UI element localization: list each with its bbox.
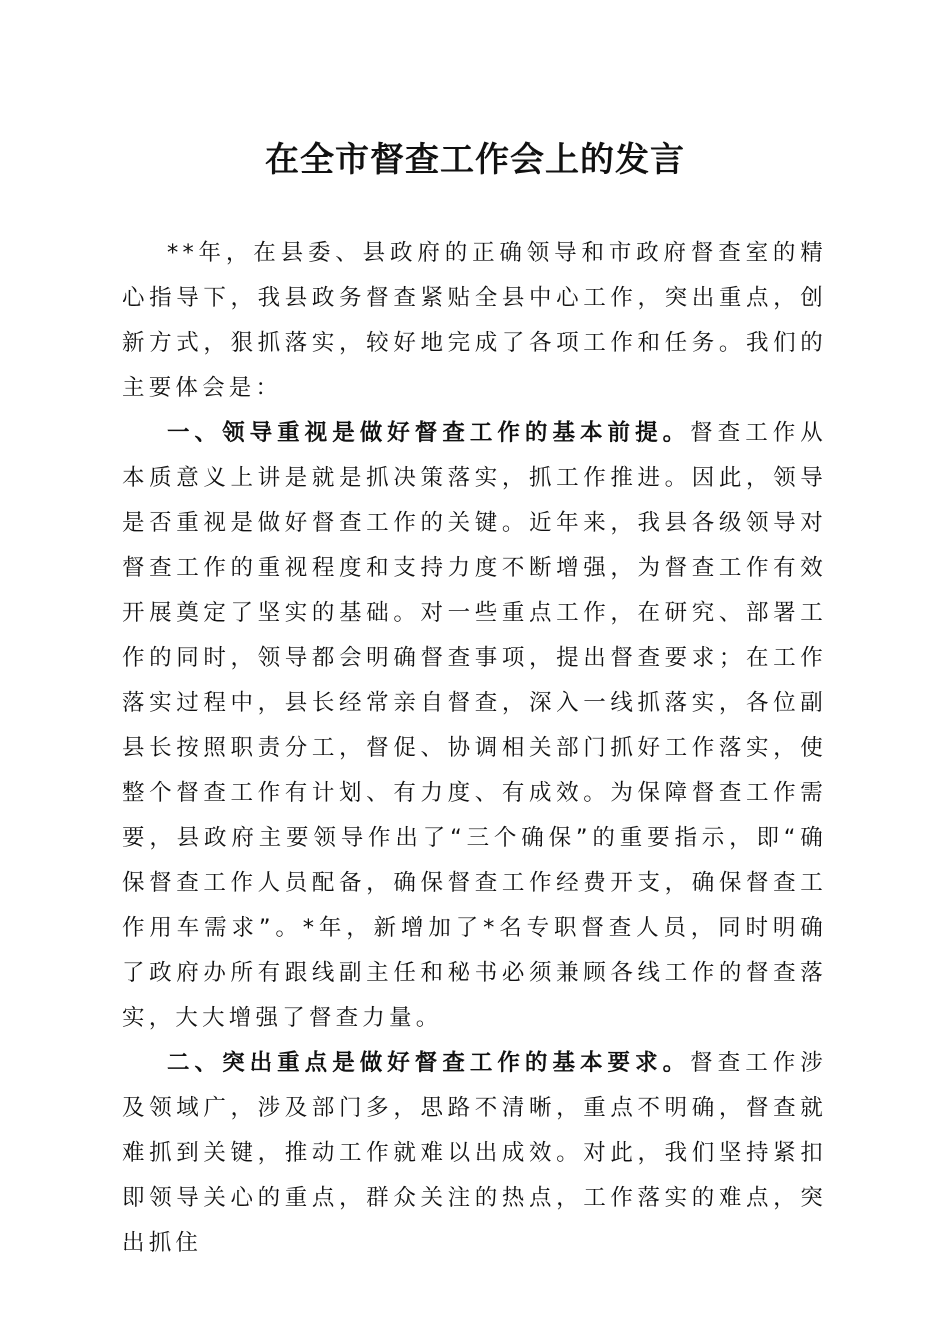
section-2-heading: 二、突出重点是做好督查工作的基本要求。 xyxy=(167,1050,691,1076)
document-title: 在全市督查工作会上的发言 xyxy=(265,140,685,180)
section-1-heading: 一、领导重视是做好督查工作的基本前提。 xyxy=(167,420,691,446)
paragraph-intro-text: **年，在县委、县政府的正确领导和市政府督查室的精心指导下，我县政务督查紧贴全县中心工作，突出重点，创新方式，狠抓落实，较好地完成了各项工作和任务。我们的主要体会是： xyxy=(122,240,827,401)
section-2-text: 督查工作涉及领域广，涉及部门多，思路不清晰，重点不明确，督查就难抓到关键，推动工作就难以出成效。对此，我们坚持紧扣即领导关心的重点，群众关注的热点，工作落实的难点，突出抓住 xyxy=(122,1050,827,1256)
paragraph-section-2 xyxy=(122,1041,827,1266)
paragraph-intro xyxy=(122,231,827,411)
section-1-text: 督查工作从本质意义上讲是就是抓决策落实，抓工作推进。因此，领导是否重视是做好督查工作的关键。近年来，我县各级领导对督查工作的重视程度和支持力度不断增强，为督查工作有效开展奠定了坚实的基础。对一些重点工作，在研究、部署工作的同时，领导都会明确督查事项，提出督查要求；在工作落实过程中，县长经常亲自督查，深入一线抓落实，各位副县长按照职责分工，督促、协调相关部门抓好工作落实，使整个督查工作有计划、有力度、有成效。为保障督查工作需要，县政府主要领导作出了“三个确保”的重要指示，即“确保督查工作人员配备，确保督查工作经费开支，确保督查工作用车需求”。*年，新增加了*名专职督查人员，同时明确了政府办所有跟线副主任和秘书必须兼顾各线工作的督查落实，大大增强了督查力量。 xyxy=(122,420,827,1031)
document-body xyxy=(122,231,827,1266)
paragraph-section-1 xyxy=(122,411,827,1041)
